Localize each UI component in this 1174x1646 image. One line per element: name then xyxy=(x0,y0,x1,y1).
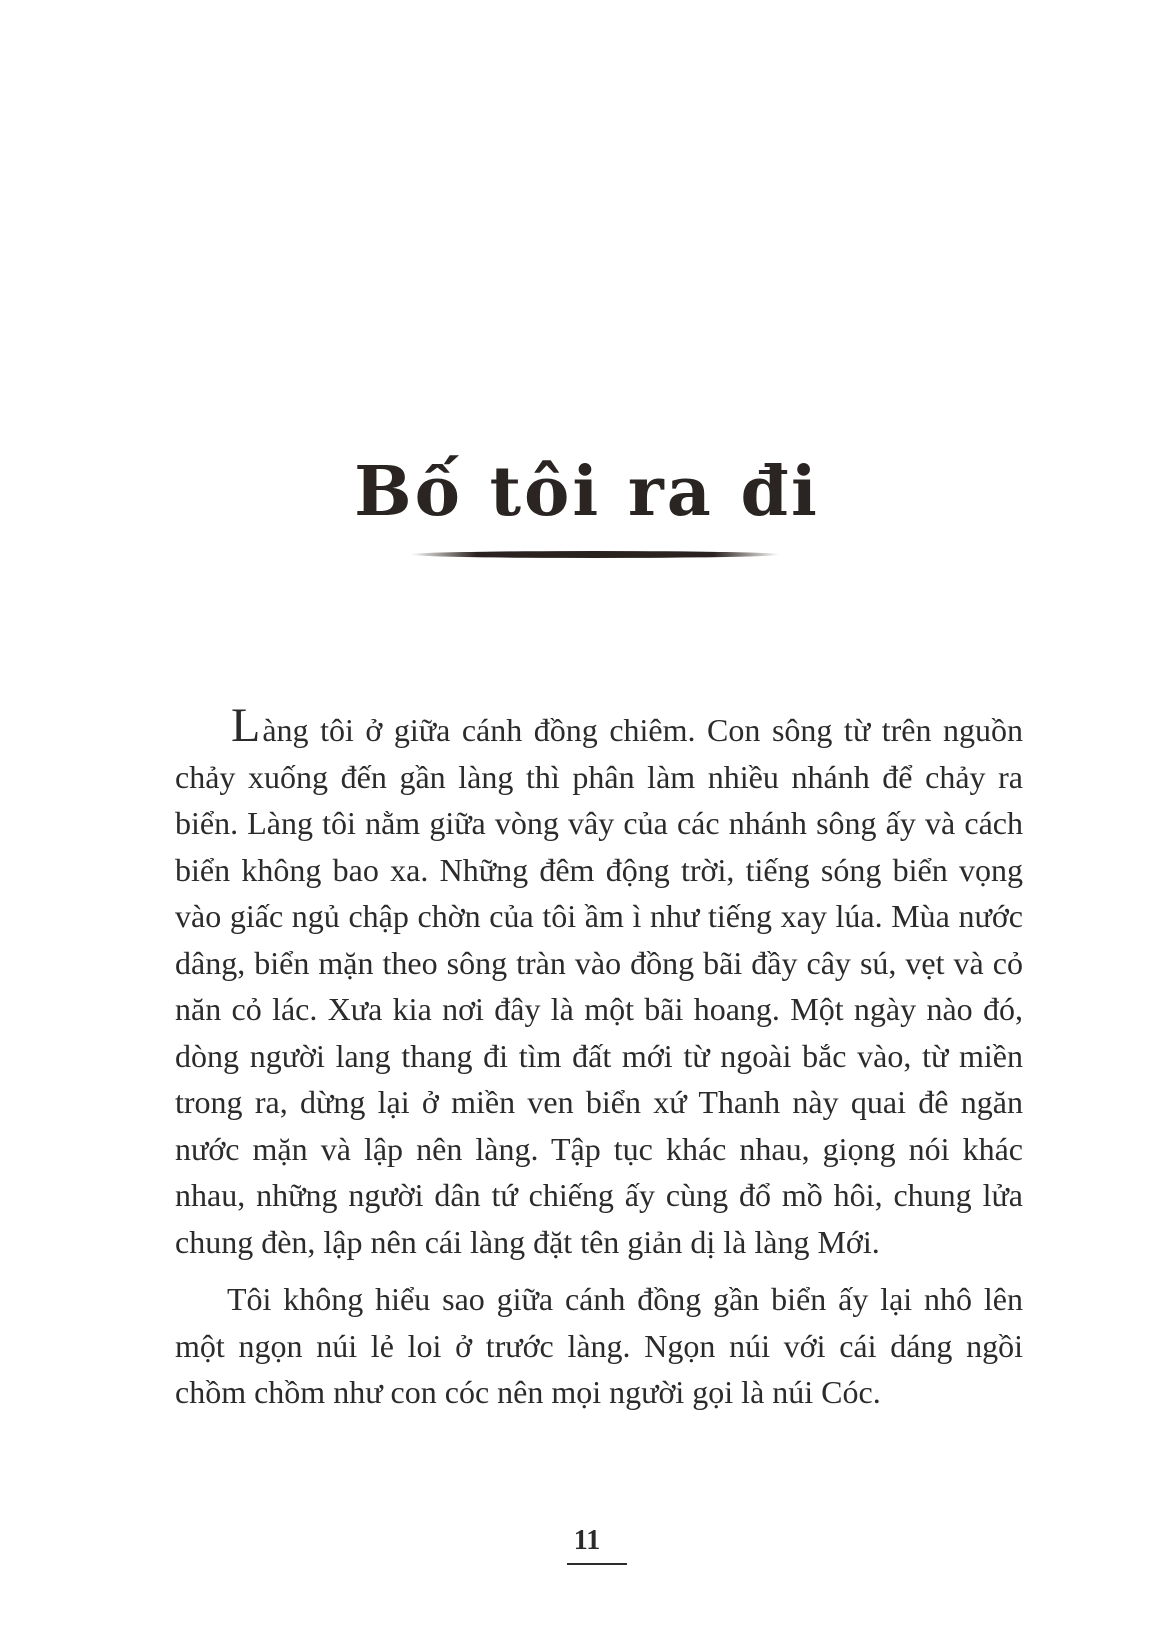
paragraph-1-text: àng tôi ở giữa cánh đồng chiêm. Con sông từ trên nguồn chảy xuống đến gần làng thì phân làm nhiều nhánh để chảy ra biển. Làng tôi nằm giữa vòng vây của các nhánh sông ấy và cách biển không bao xa. Những đêm động trời, tiếng sóng biển vọng vào giấc ngủ chập chờn của tôi ầm ì như tiếng xay lúa. Mùa nước dâng, biển mặn theo sông tràn vào đồng bãi đầy cây sú, vẹt và cỏ năn cỏ lác. Xưa kia nơi đây là một bãi hoang. Một ngày nào đó, dòng người lang thang đi tìm đất mới từ ngoài bắc vào, từ miền trong ra, dừng lại ở miền ven biển xứ Thanh này quai đê ngăn nước mặn và lập nên làng. Tập tục khác nhau, giọng nói khác nhau, những người dân tứ chiếng ấy cùng đổ mồ hôi, chung lửa chung đèn, lập nên cái làng đặt tên giản dị là làng Mới. xyxy=(175,712,1023,1260)
chapter-body xyxy=(175,699,1023,1416)
drop-cap-letter: L xyxy=(231,699,261,752)
title-underline-ornament xyxy=(410,551,780,558)
page-number-underline xyxy=(567,1563,627,1565)
page-number: 11 xyxy=(573,1525,601,1556)
paragraph-2: Tôi không hiểu sao giữa cánh đồng gần biển ấy lại nhô lên một ngọn núi lẻ loi ở trước làng. Ngọn núi với cái dáng ngồi chồm chồm như con cóc nên mọi người gọi là núi Cóc. xyxy=(175,1281,1023,1410)
chapter-title: Bố tôi ra đi xyxy=(354,452,820,532)
paragraph-1 xyxy=(175,699,1023,1265)
